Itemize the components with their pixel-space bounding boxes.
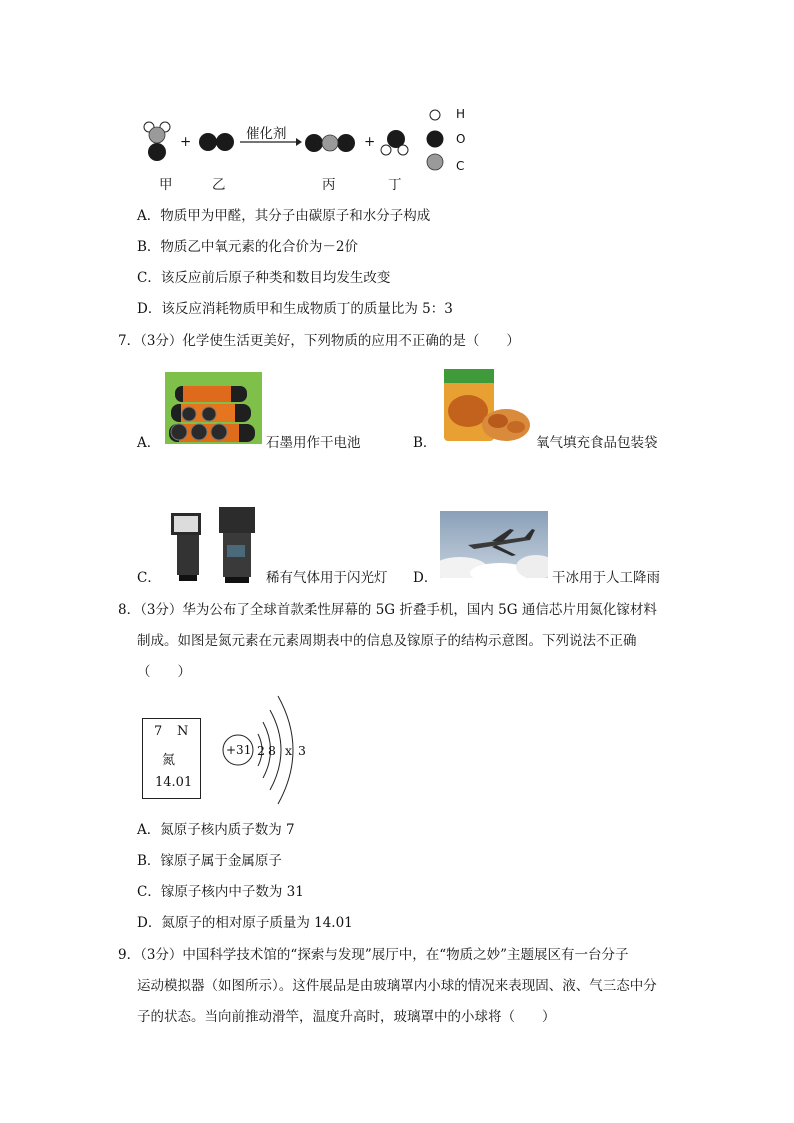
element-mass: 14.01 <box>155 775 193 790</box>
legend-hydrogen-atom-icon <box>428 108 442 122</box>
label-ding: 丁 <box>388 177 402 193</box>
legend-hydrogen-label: H <box>456 107 466 121</box>
shell-1-electrons: 2 <box>257 743 265 758</box>
q8-stem-line-2: 制成。如图是氮元素在元素周期表中的信息及镓原子的结构示意图。下列说法不正确 <box>137 633 637 649</box>
snack-bag-photo <box>440 367 532 446</box>
molecule-yi <box>198 131 236 153</box>
q6-option-d: D．该反应消耗物质甲和生成物质丁的质量比为 5：3 <box>137 301 453 317</box>
legend-oxygen-atom-icon <box>425 129 445 149</box>
q7-option-b-letter: B． <box>413 435 437 451</box>
q6-option-a: A．物质甲为甲醛，其分子由碳原子和水分子构成 <box>137 208 431 224</box>
reaction-arrow <box>238 137 302 147</box>
battery-photo <box>165 372 262 444</box>
q9-stem-line-2: 运动模拟器（如图所示）。这件展品是由玻璃罩内小球的情况来表现固、液、气三态中分 <box>137 978 657 994</box>
flash-unit-photo <box>165 505 262 585</box>
q7-option-c-letter: C． <box>137 570 161 586</box>
legend-carbon-atom-icon <box>425 152 445 172</box>
legend-carbon-label: C <box>456 159 465 173</box>
q7-option-a-letter: A． <box>137 435 161 451</box>
element-atomic-number: 7 <box>154 724 163 739</box>
q8-option-c: C．镓原子核内中子数为 31 <box>137 884 304 900</box>
molecule-jia <box>140 120 176 162</box>
q8-stem-line-3: （ ） <box>137 664 191 680</box>
q7-option-d-letter: D． <box>413 570 438 586</box>
q8-option-d: D．氮原子的相对原子质量为 14.01 <box>137 915 353 931</box>
q6-option-c: C．该反应前后原子种类和数目均发生改变 <box>137 270 391 286</box>
q9-stem-line-1: 9．（3分）中国科学技术馆的“探索与发现”展厅中，在“物质之妙”主题展区有一台分子 <box>118 947 629 963</box>
q8-stem-line-1: 8．（3分）华为公布了全球首款柔性屏幕的 5G 折叠手机，国内 5G 通信芯片用氮化镓材料 <box>118 602 657 618</box>
element-symbol: N <box>177 724 189 739</box>
shell-4-electrons: 3 <box>298 743 306 758</box>
molecule-bing <box>303 132 357 154</box>
plus-sign-1: + <box>180 134 192 150</box>
plus-sign-2: + <box>364 134 376 150</box>
label-jia: 甲 <box>159 177 173 193</box>
legend-oxygen-label: O <box>456 132 466 146</box>
q7-option-c-text: 稀有气体用于闪光灯 <box>266 570 388 586</box>
airplane-photo <box>440 511 548 578</box>
label-yi: 乙 <box>212 177 226 193</box>
q9-stem-line-3: 子的状态。当向前推动滑竿，温度升高时，玻璃罩中的小球将（ ） <box>137 1009 556 1025</box>
q7-stem: 7．（3分）化学使生活更美好，下列物质的应用不正确的是（ ） <box>118 333 520 349</box>
q7-option-b-text: 氧气填充食品包装袋 <box>536 435 658 451</box>
q7-option-a-text: 石墨用作干电池 <box>266 435 361 451</box>
label-bing: 丙 <box>322 177 336 193</box>
shell-2-electrons: 8 <box>268 743 276 758</box>
q8-option-b: B．镓原子属于金属原子 <box>137 853 282 869</box>
q7-option-d-text: 干冰用于人工降雨 <box>552 570 660 586</box>
element-name: 氮 <box>162 753 176 768</box>
shell-3-electrons: x <box>285 743 293 758</box>
catalyst-label: 催化剂 <box>246 126 287 142</box>
q6-option-b: B．物质乙中氧元素的化合价为－2价 <box>137 239 359 255</box>
molecule-ding <box>378 128 412 158</box>
q8-option-a: A．氮原子核内质子数为 7 <box>137 822 295 838</box>
nucleus-charge: +31 <box>226 743 252 757</box>
